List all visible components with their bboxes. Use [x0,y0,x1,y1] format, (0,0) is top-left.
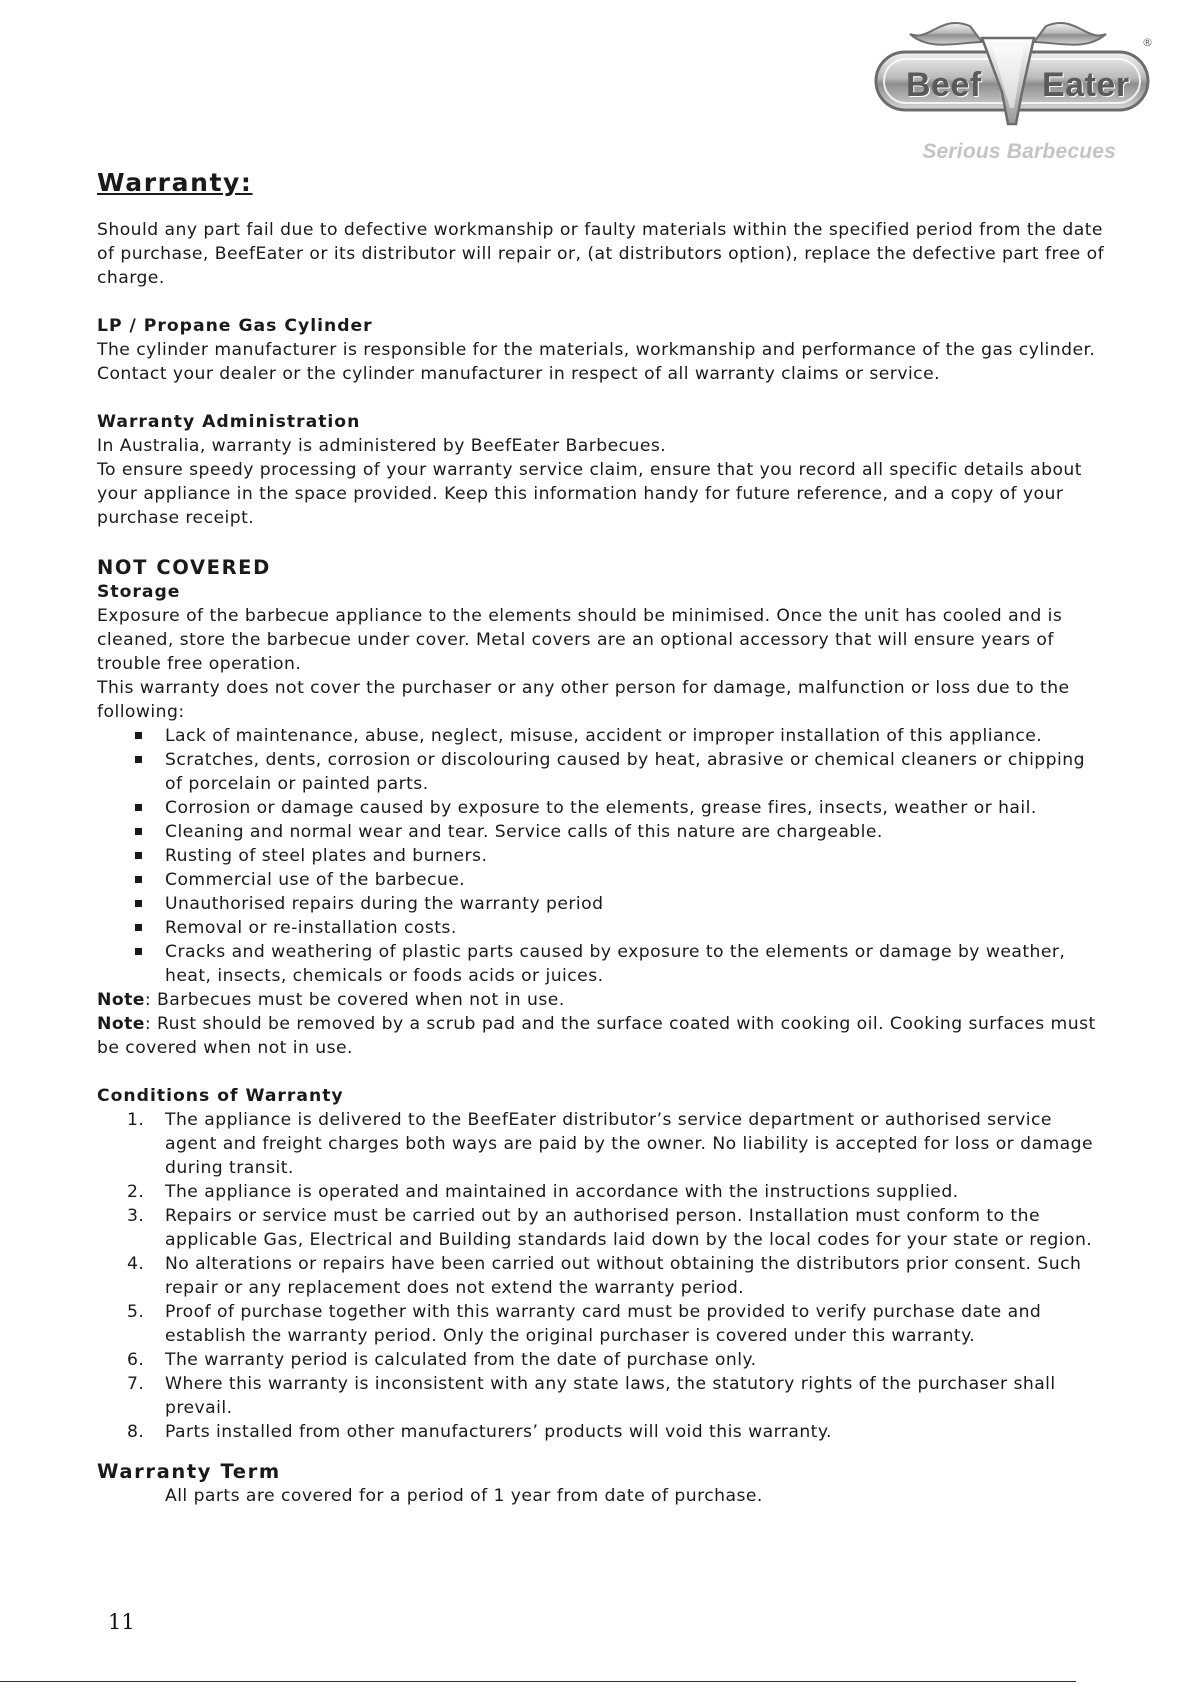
page-title: Warranty: [97,168,253,197]
list-item [97,724,1107,748]
list-item [97,892,1107,916]
bullet-icon [135,948,142,955]
bullet-icon [135,924,142,931]
list-item-text: Corrosion or damage caused by exposure to the elements, grease fires, insects, weather or hail. [165,798,1037,818]
bullet-icon [135,852,142,859]
admin-heading: Warranty Administration [97,412,361,432]
list-item-text: No alterations or repairs have been carried out without obtaining the distributors prior consent. Such repair or any replacement does not extend the warranty period. [165,1254,1082,1298]
list-item [97,1204,1107,1252]
item-number: 6. [127,1350,145,1370]
item-number: 5. [127,1302,145,1322]
storage-paragraph: Exposure of the barbecue appliance to the elements should be minimised. Once the unit has cooled and is cleaned, store the barbecue under cover. Metal covers are an optional accessory that will ensure years of trouble free operation. [97,606,1063,674]
footer-divider [0,1681,1076,1682]
intro-paragraph: Should any part fail due to defective workmanship or faulty materials within the specified period from the date of purchase, BeefEater or its distributor will repair or, (at distributors option), replace the defective part free of charge. [97,220,1105,288]
list-item-text: Where this warranty is inconsistent with any state laws, the statutory rights of the purchaser shall prevail. [165,1374,1056,1418]
list-item-text: Proof of purchase together with this warranty card must be provided to verify purchase date and establish the warranty period. Only the original purchaser is covered under this warranty. [165,1302,1042,1346]
warranty-term-heading: Warranty Term [97,1460,281,1483]
list-item-text: Lack of maintenance, abuse, neglect, misuse, accident or improper installation of this appliance. [165,726,1043,746]
list-item [97,844,1107,868]
not-covered-intro: This warranty does not cover the purchaser or any other person for damage, malfunction or loss due to the following: [97,678,1070,722]
lp-heading: LP / Propane Gas Cylinder [97,316,373,336]
note-label: Note [97,990,145,1010]
item-number: 2. [127,1182,145,1202]
list-item-text: Repairs or service must be carried out by an authorised person. Installation must conform to the applicable Gas, Electrical and Building standards laid down by the local codes for your state or region. [165,1206,1093,1250]
note-1 [97,988,1107,1012]
note-text: : Rust should be removed by a scrub pad and the surface coated with cooking oil. Cooking surfaces must be covered when not in use. [97,1014,1096,1058]
list-item [97,868,1107,892]
logo-tagline: Serious Barbecues [922,140,1116,163]
list-item-text: The appliance is delivered to the BeefEater distributor’s service department or authorised service agent and freight charges both ways are paid by the owner. No liability is accepted for loss or damage during transit. [165,1110,1093,1178]
bullet-icon [135,900,142,907]
list-item [97,748,1107,796]
list-item [97,916,1107,940]
lp-paragraph: The cylinder manufacturer is responsible for the materials, workmanship and performance of the gas cylinder. Contact your dealer or the cylinder manufacturer in respect of all warranty claims or service. [97,340,1096,384]
item-number: 8. [127,1422,145,1442]
list-item-text: Scratches, dents, corrosion or discolouring caused by heat, abrasive or chemical cleaners or chipping of porcelain or painted parts. [165,750,1085,794]
bullet-icon [135,756,142,763]
not-covered-list [97,724,1107,988]
list-item [97,1300,1107,1348]
list-item-text: Rusting of steel plates and burners. [165,846,488,866]
list-item-text: Unauthorised repairs during the warranty period [165,894,604,914]
list-item [97,1180,1107,1204]
registered-mark: ® [1142,36,1153,49]
bullet-icon [135,876,142,883]
list-item [97,1348,1107,1372]
warranty-term-text: All parts are covered for a period of 1 year from date of purchase. [165,1486,763,1506]
note-label: Note [97,1014,145,1034]
list-item [97,1420,1107,1444]
logo-word-eater: Eater [1042,66,1130,104]
item-number: 7. [127,1374,145,1394]
list-item-text: Commercial use of the barbecue. [165,870,466,890]
note-text: : Barbecues must be covered when not in use. [144,990,565,1010]
list-item-text: Parts installed from other manufacturers’ products will void this warranty. [165,1422,832,1442]
list-item [97,1372,1107,1420]
admin-line-2: To ensure speedy processing of your warranty service claim, ensure that you record all specific details about your appliance in the space provided. Keep this information handy for future reference, and a copy of your purchase receipt. [97,460,1082,528]
warranty-document [97,168,1107,1508]
note-2 [97,1012,1107,1060]
not-covered-heading: NOT COVERED [97,556,271,579]
conditions-heading: Conditions of Warranty [97,1086,344,1106]
list-item-text: Cleaning and normal wear and tear. Service calls of this nature are chargeable. [165,822,883,842]
list-item [97,1252,1107,1300]
bullet-icon [135,804,142,811]
list-item-text: Cracks and weathering of plastic parts caused by exposure to the elements or damage by weather, heat, insects, chemicals or foods acids or juices. [165,942,1066,986]
bullet-icon [135,732,142,739]
item-number: 1. [127,1110,145,1130]
item-number: 3. [127,1206,145,1226]
bullet-icon [135,828,142,835]
admin-line-1: In Australia, warranty is administered by BeefEater Barbecues. [97,436,667,456]
list-item [97,820,1107,844]
logo-word-beef: Beef [906,66,982,104]
list-item [97,796,1107,820]
list-item-text: The appliance is operated and maintained in accordance with the instructions supplied. [165,1182,959,1202]
list-item-text: Removal or re-installation costs. [165,918,457,938]
item-number: 4. [127,1254,145,1274]
storage-heading: Storage [97,582,181,602]
list-item-text: The warranty period is calculated from the date of purchase only. [165,1350,757,1370]
list-item [97,1108,1107,1180]
conditions-list [97,1108,1107,1444]
list-item [97,940,1107,988]
page-number: 11 [108,1610,135,1634]
